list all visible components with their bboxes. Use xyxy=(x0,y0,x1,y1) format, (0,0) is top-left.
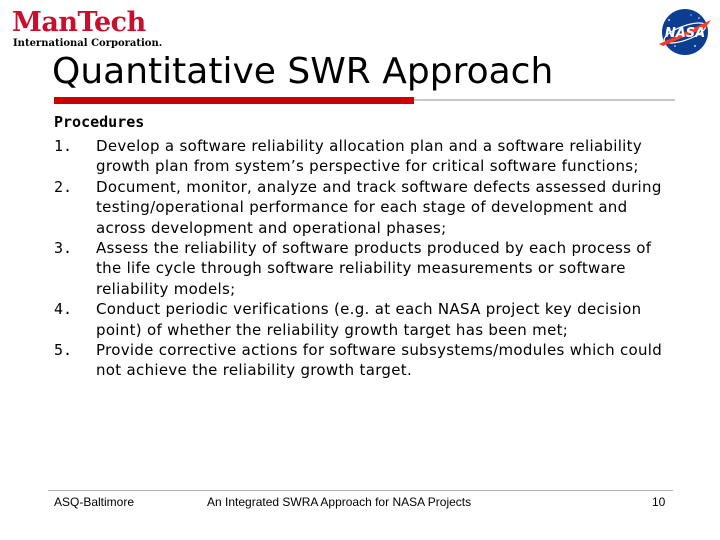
page-title: Quantitative SWR Approach xyxy=(52,51,554,92)
list-item xyxy=(54,136,674,177)
list-item-text: Document, monitor, analyze and track software defects assessed during testing/operational performance for each stage of development and across development and operational phases; xyxy=(96,177,662,237)
nasa-logo-text: NASA xyxy=(664,26,706,41)
list-item-text: Assess the reliability of software products produced by each process of the life cycle through software reliability measurements or software reliability models; xyxy=(96,239,652,298)
footer-divider xyxy=(48,490,673,491)
title-underline-gray xyxy=(414,99,675,101)
list-item xyxy=(54,238,674,299)
mantech-logo-name: ManTech xyxy=(12,7,146,38)
title-underline-red xyxy=(54,97,414,104)
footer-presentation-title: An Integrated SWRA Approach for NASA Projects xyxy=(207,495,472,509)
list-item xyxy=(54,340,674,381)
list-item-text: Conduct periodic verifications (e.g. at each NASA project key decision point) of whether the reliability growth target has been met; xyxy=(96,300,642,339)
list-item-number: 4. xyxy=(54,300,73,319)
nasa-meatball-icon xyxy=(655,6,715,58)
mantech-logo-subtitle: International Corporation. xyxy=(13,38,163,49)
page-number: 10 xyxy=(652,495,666,509)
list-item-number: 1. xyxy=(54,137,73,155)
list-item-number: 5. xyxy=(54,341,73,360)
list-item-number: 3. xyxy=(54,239,73,258)
procedures-list xyxy=(54,136,674,381)
procedures-heading: Procedures xyxy=(54,113,145,131)
content-body xyxy=(54,112,674,381)
list-item xyxy=(54,299,674,340)
footer-organization: ASQ-Baltimore xyxy=(54,495,135,509)
list-item xyxy=(54,177,674,238)
list-item-number: 2. xyxy=(54,177,73,196)
list-item-text: Develop a software reliability allocation plan and a software reliability growth plan from system’s perspective for critical software functions; xyxy=(96,137,643,176)
list-item-text: Provide corrective actions for software subsystems/modules which could not achieve the reliability growth target. xyxy=(96,341,663,380)
mantech-logo xyxy=(12,8,162,49)
